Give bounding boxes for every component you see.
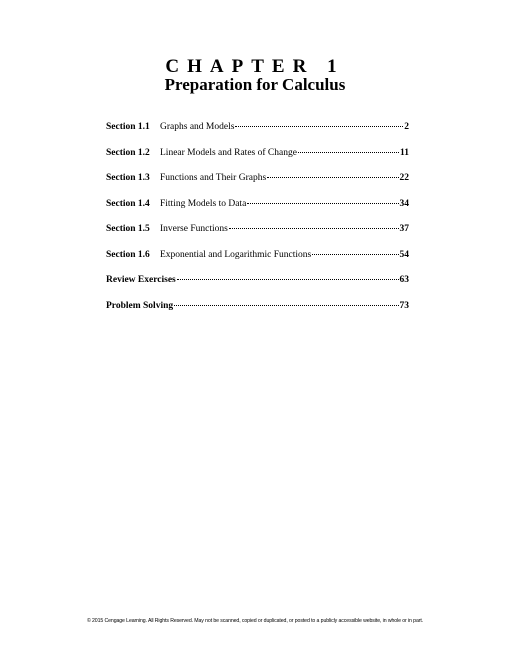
page-number: 37 bbox=[399, 224, 409, 234]
dot-leader bbox=[177, 271, 399, 280]
section-title: Graphs and Models bbox=[160, 122, 235, 132]
toc-row-section-1-2[interactable] bbox=[106, 145, 409, 171]
table-of-contents bbox=[106, 119, 409, 323]
section-title: Linear Models and Rates of Change bbox=[160, 147, 297, 158]
copyright-footer: © 2015 Cengage Learning. All Rights Reserved. May not be scanned, copied or duplicated, or posted to a publicly accessible website, in whole or in part. bbox=[86, 618, 424, 624]
toc-row-section-1-5[interactable] bbox=[106, 221, 409, 247]
section-title: Inverse Functions bbox=[160, 224, 228, 234]
dot-leader bbox=[298, 144, 399, 153]
section-number: Section 1.1 bbox=[106, 122, 150, 132]
dot-leader bbox=[247, 195, 398, 204]
page-number: 22 bbox=[399, 173, 409, 183]
dot-leader bbox=[267, 169, 398, 178]
section-title: Fitting Models to Data bbox=[160, 198, 247, 209]
section-title: Functions and Their Graphs bbox=[160, 173, 267, 183]
toc-row-problem-solving[interactable] bbox=[106, 298, 409, 324]
page-number: 34 bbox=[399, 198, 409, 209]
dot-leader bbox=[235, 118, 403, 127]
toc-row-review-exercises[interactable] bbox=[106, 272, 409, 298]
toc-row-section-1-1[interactable] bbox=[106, 119, 409, 145]
review-exercises-title: Review Exercises bbox=[106, 275, 176, 285]
problem-solving-title: Problem Solving bbox=[106, 300, 174, 311]
dot-leader bbox=[312, 246, 398, 255]
section-title: Exponential and Logarithmic Functions bbox=[160, 249, 312, 260]
section-number: Section 1.5 bbox=[106, 224, 150, 234]
page-number: 73 bbox=[399, 300, 409, 311]
section-number: Section 1.4 bbox=[106, 198, 150, 209]
chapter-heading: CHAPTER 1 bbox=[165, 56, 345, 77]
chapter-title: Preparation for Calculus bbox=[164, 75, 346, 94]
section-number: Section 1.2 bbox=[106, 147, 150, 158]
page-number: 2 bbox=[404, 122, 409, 132]
section-number: Section 1.6 bbox=[106, 249, 150, 260]
page-number: 11 bbox=[400, 147, 409, 158]
page-number: 63 bbox=[399, 275, 409, 285]
dot-leader bbox=[229, 220, 399, 229]
page-number: 54 bbox=[399, 249, 409, 260]
toc-row-section-1-4[interactable] bbox=[106, 196, 409, 222]
toc-row-section-1-6[interactable] bbox=[106, 247, 409, 273]
dot-leader bbox=[174, 297, 398, 306]
toc-row-section-1-3[interactable] bbox=[106, 170, 409, 196]
section-number: Section 1.3 bbox=[106, 173, 150, 183]
